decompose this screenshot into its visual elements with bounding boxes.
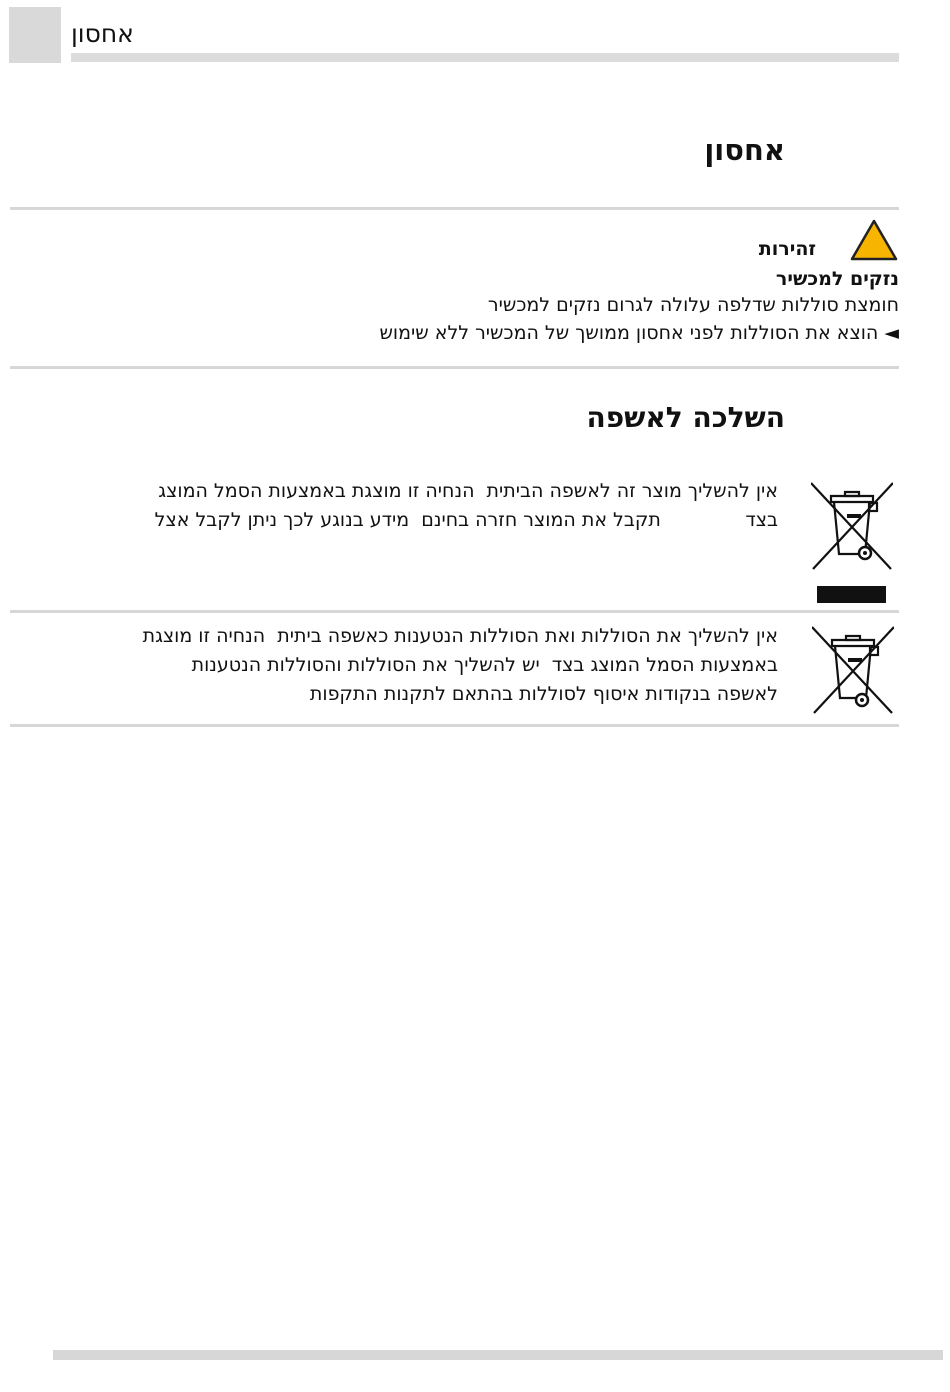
product-disposal-line-1: אין להשליך מוצר זה לאשפה הביתית הנחיה זו מוצגת באמצעות הסמל המוצג: [158, 480, 778, 502]
crossed-out-wheelie-bin-icon: [811, 481, 893, 575]
warning-text: חומצת סוללות שדלפה עלולה לגרום נזקים למכשיר: [487, 294, 899, 316]
divider: [10, 366, 899, 369]
battery-disposal-text: [143, 622, 778, 709]
black-bar-symbol: [817, 586, 886, 603]
battery-disposal-line-3: לאשפה בנקודות איסוף לסוללות בהתאם לתקנות התקפות: [309, 683, 778, 705]
chapter-marker: [9, 7, 61, 63]
divider: [10, 724, 899, 727]
warning-bullet-text: הוצא את הסוללות לפני אחסון ממושך של המכשיר ללא שימוש: [379, 322, 879, 344]
divider: [10, 610, 899, 613]
warning-triangle-icon: [850, 219, 898, 265]
crossed-out-wheelie-bin-icon: [812, 625, 894, 719]
warning-subtitle: נזקים למכשיר: [775, 268, 899, 290]
footer-bar: [53, 1350, 943, 1360]
warning-title: זהירות: [758, 238, 816, 260]
header-title: אחסון: [71, 19, 134, 48]
battery-disposal-line-1: אין להשליך את הסוללות ואת הסוללות הנטענות כאשפה ביתית הנחיה זו מוצגת: [142, 625, 778, 647]
warning-bullet: [379, 319, 899, 347]
divider: [10, 207, 899, 210]
battery-disposal-line-2: באמצעות הסמל המוצג בצד יש להשליך את הסוללות והסוללות הנטענות: [191, 654, 778, 676]
header-bar: [71, 53, 899, 62]
disposal-title: השלכה לאשפה: [586, 401, 785, 434]
page-title: אחסון: [704, 133, 785, 167]
bullet-arrow-icon: ◄: [884, 322, 899, 344]
product-disposal-text: [155, 477, 778, 535]
product-disposal-line-2: בצד תקבל את המוצר חזרה בחינם מידע בנוגע לכך ניתן לקבל אצל: [154, 509, 778, 531]
